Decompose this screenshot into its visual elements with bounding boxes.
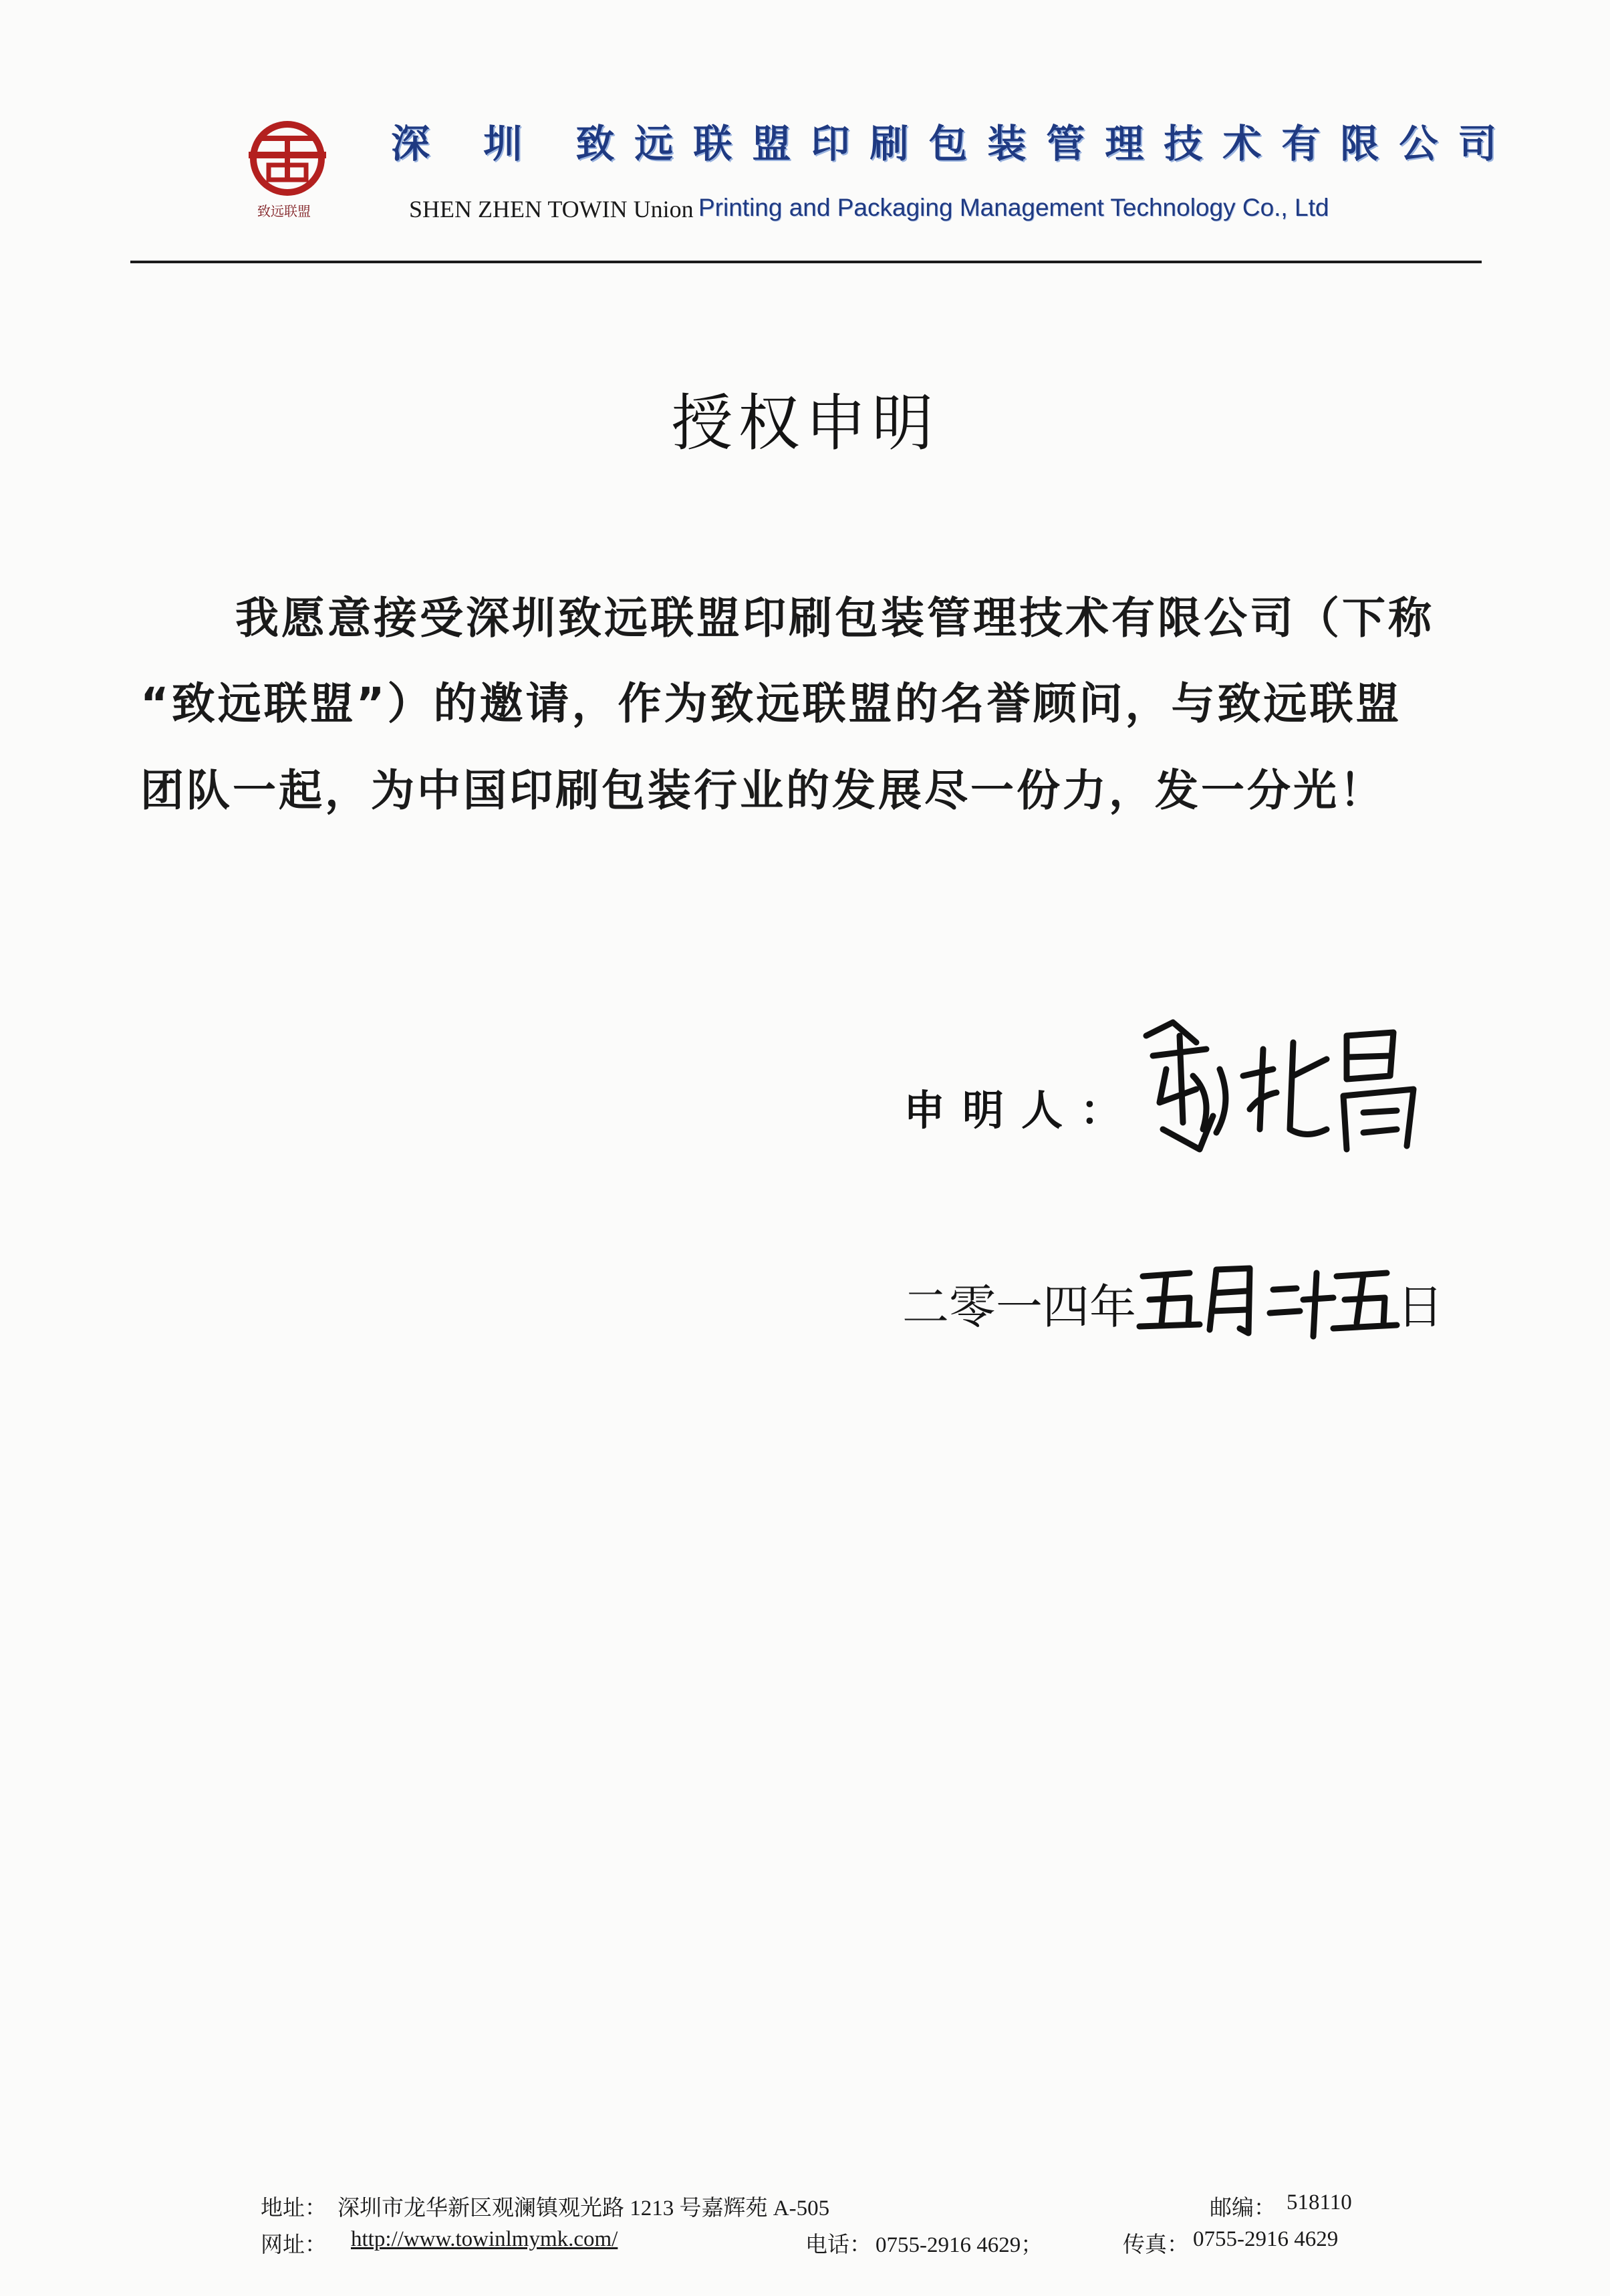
fax-label: 传真： — [1123, 2233, 1189, 2257]
date-printed-suffix: 日 — [1397, 1280, 1444, 1334]
declarant-label: 申明人： — [904, 1086, 1139, 1135]
handwritten-signature — [1133, 996, 1447, 1163]
company-name-english-suffix: Printing and Packaging Management Technology Co., Ltd — [698, 194, 1329, 221]
body-text-line: “致远联盟”）的邀请，作为致远联盟的名誉顾问，与致远联盟 — [140, 679, 1402, 729]
company-name-english-prefix: SHEN ZHEN TOWIN Union — [409, 196, 694, 223]
body-text-line: 我愿意接受深圳致远联盟印刷包装管理技术有限公司（下称 — [235, 593, 1435, 643]
fax-value: 0755-2916 4629 — [1193, 2227, 1339, 2251]
website-link[interactable]: http://www.towinlmymk.com/ — [351, 2227, 618, 2251]
date-printed-prefix: 二零一四年 — [902, 1280, 1136, 1334]
company-name-chinese: 深 圳 致远联盟印刷包装管理技术有限公司 — [391, 121, 1517, 166]
postcode-value: 518110 — [1287, 2190, 1352, 2214]
header-divider — [130, 261, 1482, 263]
address-value: 深圳市龙华新区观澜镇观光路 1213 号嘉辉苑 A-505 — [338, 2196, 830, 2220]
handwritten-date — [1136, 1250, 1403, 1350]
phone-value: 0755-2916 4629； — [876, 2233, 1043, 2257]
phone-label: 电话： — [805, 2233, 871, 2257]
body-text-line: 团队一起，为中国印刷包装行业的发展尽一份力，发一分光！ — [140, 766, 1386, 816]
logo-caption: 致远联盟 — [257, 203, 311, 219]
address-label: 地址： — [261, 2196, 327, 2220]
document-title: 授权申明 — [671, 388, 939, 459]
website-label: 网址： — [261, 2233, 327, 2257]
postcode-label: 邮编： — [1210, 2196, 1276, 2220]
